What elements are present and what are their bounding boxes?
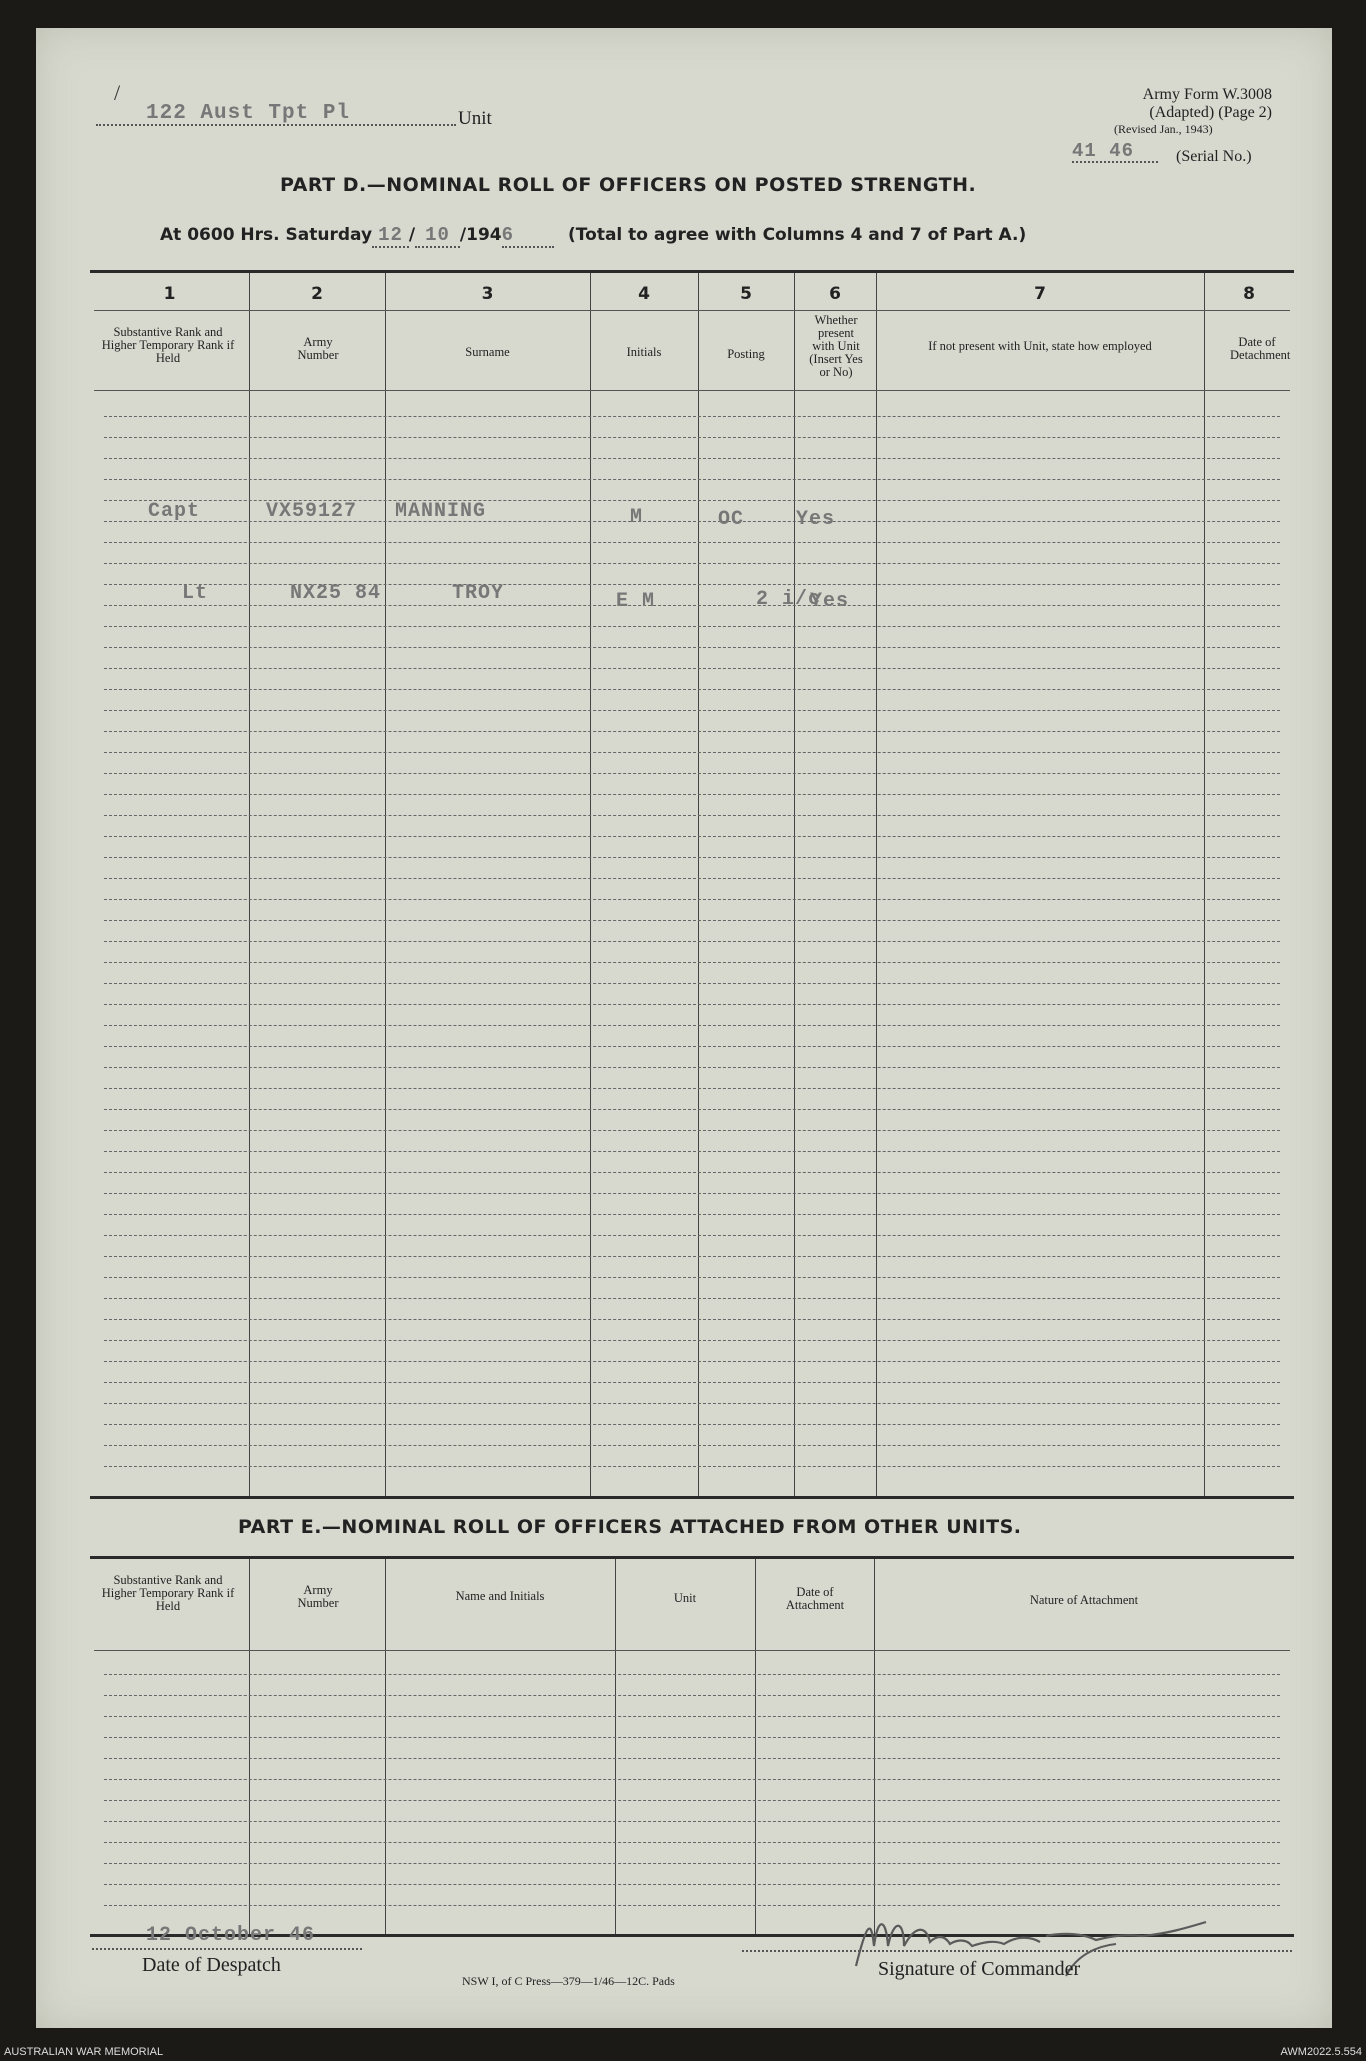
ruled-line (104, 1067, 1280, 1068)
ruled-line (104, 773, 1280, 774)
ruled-line (104, 1046, 1280, 1047)
ruled-line (104, 1193, 1280, 1194)
part-e-title: PART E.—NOMINAL ROLL OF OFFICERS ATTACHED FROM OTHER UNITS. (238, 1516, 1022, 1538)
e-col-divider-5 (874, 1559, 875, 1934)
ruled-line (104, 1445, 1280, 1446)
ruled-line (104, 668, 1280, 669)
col-head-7: If not present with Unit, state how employed (928, 339, 1152, 353)
row2-initials: E M (616, 590, 656, 613)
row1-posting: OC (718, 508, 745, 531)
tick-mark: / (114, 80, 121, 105)
ruled-line (104, 1695, 1280, 1696)
e-col-head-4: Unit (673, 1591, 697, 1605)
ruled-line (104, 1088, 1280, 1089)
unit-label: Unit (458, 108, 492, 129)
ruled-line (104, 1424, 1280, 1425)
ruled-line (104, 1674, 1280, 1675)
unit-value: 122 Aust Tpt Pl (146, 102, 351, 125)
ruled-line (104, 1298, 1280, 1299)
col-head-3: Surname (465, 345, 510, 359)
date-sep-2: /194 (459, 225, 502, 245)
row2-posting: 2 i/c (756, 588, 822, 611)
serial-label: (Serial No.) (1176, 148, 1252, 165)
ruled-line (104, 689, 1280, 690)
part-d-bottom-rule (90, 1496, 1294, 1499)
col-divider-5 (794, 273, 795, 1496)
ruled-line (104, 1716, 1280, 1717)
ruled-line (104, 1277, 1280, 1278)
col-head-1: Substantive Rank and Higher Temporary Rank if Held (101, 325, 235, 365)
row1-rank: Capt (148, 500, 201, 523)
serial-value: 41 46 (1072, 140, 1135, 162)
e-col-divider-4 (755, 1559, 756, 1934)
ruled-line (104, 416, 1280, 417)
col-num-4: 4 (638, 284, 650, 304)
ruled-line (104, 1235, 1280, 1236)
ruled-line (104, 1109, 1280, 1110)
ruled-line (104, 815, 1280, 816)
date-suffix: (Total to agree with Columns 4 and 7 of Part A.) (568, 225, 1027, 245)
row1-surname: MANNING (395, 500, 487, 523)
row1-present: Yes (796, 508, 836, 531)
part-d-title: PART D.—NOMINAL ROLL OF OFFICERS ON POSTED STRENGTH. (280, 174, 977, 196)
ruled-line (104, 1361, 1280, 1362)
form-page (36, 28, 1332, 2028)
row2-present: Yes (810, 590, 850, 613)
ruled-line (104, 1025, 1280, 1026)
date-sep-1: / (408, 225, 416, 245)
ruled-line (104, 479, 1280, 480)
ruled-line (104, 1863, 1280, 1864)
ruled-line (104, 1800, 1280, 1801)
ruled-line (104, 941, 1280, 942)
e-col-head-1: Substantive Rank and Higher Temporary Rank if Held (101, 1573, 235, 1613)
ruled-line (104, 1403, 1280, 1404)
press-line: NSW I, of C Press—379—1/46—12C. Pads (462, 1974, 675, 1988)
e-col-divider-1 (249, 1559, 250, 1934)
ruled-line (104, 1004, 1280, 1005)
despatch-label: Date of Despatch (142, 1954, 281, 1976)
ruled-line (104, 647, 1280, 648)
ruled-line (104, 920, 1280, 921)
col-head-6: Whether present with Unit (Insert Yes or No) (809, 313, 863, 379)
date-day: 12 (372, 224, 409, 248)
ruled-line (104, 1382, 1280, 1383)
despatch-underline (92, 1948, 362, 1950)
ruled-line (104, 1884, 1280, 1885)
ruled-line (104, 584, 1280, 585)
ruled-line (104, 437, 1280, 438)
col-num-1: 1 (163, 284, 176, 304)
row2-rank: Lt (182, 582, 209, 605)
ruled-line (104, 962, 1280, 963)
caption-right: AWM2022.5.554 (1280, 2046, 1362, 2058)
ruled-line (104, 857, 1280, 858)
ruled-line (104, 710, 1280, 711)
date-month: 10 (415, 224, 460, 248)
part-d-top-rule (90, 270, 1294, 273)
col-num-5: 5 (740, 284, 752, 304)
e-col-head-5: Date of Attachment (785, 1585, 845, 1612)
ruled-line (104, 836, 1280, 837)
ruled-line (104, 1256, 1280, 1257)
col-num-7: 7 (1034, 284, 1046, 304)
form-line-2: (Adapted) (Page 2) (1149, 104, 1272, 121)
e-col-head-2: Army Number (297, 1583, 339, 1610)
ruled-line (104, 626, 1280, 627)
ruled-line (104, 1151, 1280, 1152)
date-year-digit: 6 (502, 224, 554, 248)
e-col-divider-2 (385, 1559, 386, 1934)
ruled-line (104, 1779, 1280, 1780)
col-head-5: Posting (727, 347, 765, 361)
col-divider-1 (249, 273, 250, 1496)
ruled-line (104, 1172, 1280, 1173)
form-line-1: Army Form W.3008 (1142, 86, 1272, 103)
ruled-line (104, 542, 1280, 543)
col-num-8: 8 (1243, 284, 1255, 304)
date-prefix: At 0600 Hrs. Saturday (160, 225, 373, 245)
ruled-line (104, 563, 1280, 564)
col-divider-2 (385, 273, 386, 1496)
ruled-line (104, 1340, 1280, 1341)
col-num-3: 3 (481, 284, 494, 304)
col-divider-4 (698, 273, 699, 1496)
row1-number: VX59127 (266, 500, 358, 523)
col-head-2: Army Number (297, 335, 339, 362)
form-revised: (Revised Jan., 1943) (1114, 122, 1213, 136)
row1-initials: M (630, 506, 644, 529)
date-line (160, 224, 1026, 246)
col-head-8: Date of Detachment (1230, 335, 1291, 362)
num-rule (94, 310, 1290, 311)
e-col-head-6: Nature of Attachment (1029, 1593, 1139, 1607)
ruled-line (104, 1319, 1280, 1320)
col-divider-7 (1204, 273, 1205, 1496)
ruled-line (104, 1130, 1280, 1131)
ruled-line (104, 1737, 1280, 1738)
col-head-4: Initials (626, 345, 662, 359)
header-rule (94, 390, 1290, 391)
ruled-line (104, 752, 1280, 753)
ruled-line (104, 458, 1280, 459)
row2-surname: TROY (452, 582, 505, 605)
ruled-line (104, 1466, 1280, 1467)
e-col-divider-3 (615, 1559, 616, 1934)
e-col-head-3: Name and Initials (455, 1589, 545, 1603)
ruled-line (104, 1842, 1280, 1843)
col-divider-3 (590, 273, 591, 1496)
signature-label: Signature of Commander (878, 1958, 1081, 1980)
ruled-line (104, 605, 1280, 606)
ruled-line (104, 1214, 1280, 1215)
row2-number: NX25 84 (290, 582, 382, 605)
part-e-table (90, 1556, 1294, 1938)
ruled-line (104, 794, 1280, 795)
ruled-line (104, 878, 1280, 879)
e-header-rule (94, 1650, 1290, 1651)
ruled-line (104, 899, 1280, 900)
ruled-line (104, 1821, 1280, 1822)
form-number (1143, 86, 1272, 122)
ruled-line (104, 731, 1280, 732)
col-num-2: 2 (311, 284, 323, 304)
part-e-top-rule (90, 1556, 1294, 1559)
caption-left: AUSTRALIAN WAR MEMORIAL (4, 2046, 164, 2058)
part-d-table (90, 270, 1294, 1500)
col-num-6: 6 (829, 284, 841, 304)
ruled-line (104, 983, 1280, 984)
col-divider-6 (876, 273, 877, 1496)
ruled-line (104, 1758, 1280, 1759)
despatch-value: 12 October 46 (146, 1924, 316, 1947)
